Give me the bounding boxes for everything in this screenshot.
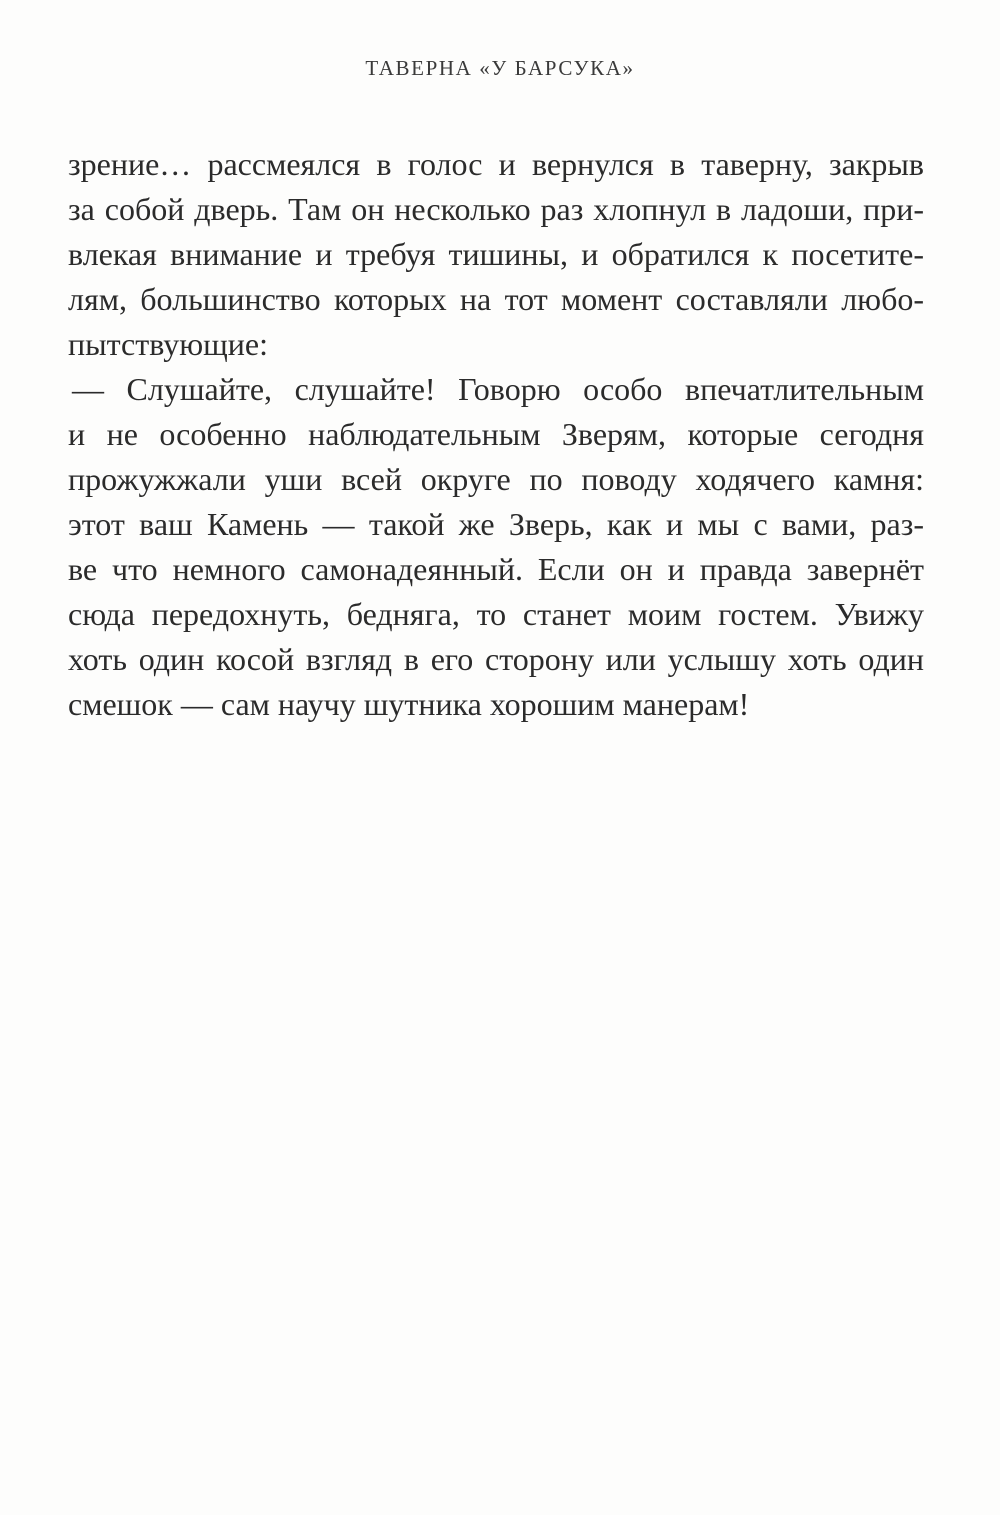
text-line: лям, большинство которых на тот момент составляли любо- [68,281,924,317]
text-line: — Слушайте, слушайте! Говорю особо впечатлительным [72,371,924,407]
paragraph-2 [68,367,924,727]
text-line: хоть один косой взгляд в его сторону или услышу хоть один [68,641,924,677]
text-line: пытствующие: [68,326,268,362]
text-line: зрение… рассмеялся в голос и вернулся в таверну, закрыв [68,146,924,182]
text-line: прожужжали уши всей округе по поводу ходячего камня: [68,461,924,497]
text-line: влекая внимание и требуя тишины, и обратился к посетите- [68,236,924,272]
paragraph-1 [68,142,924,367]
text-line: и не особенно наблюдательным Зверям, которые сегодня [68,416,924,452]
text-line: за собой дверь. Там он несколько раз хлопнул в ладоши, при- [68,191,924,227]
text-line: смешок — сам научу шутника хорошим манерам! [68,686,750,722]
body-text [68,142,924,727]
text-line: ве что немного самонадеянный. Если он и правда завернёт [68,551,924,587]
text-line: сюда передохнуть, бедняга, то станет моим гостем. Увижу [68,596,924,632]
running-head-title: ТАВЕРНА «У БАРСУКА» [365,56,635,80]
text-line: этот ваш Камень — такой же Зверь, как и мы с вами, раз- [68,506,924,542]
